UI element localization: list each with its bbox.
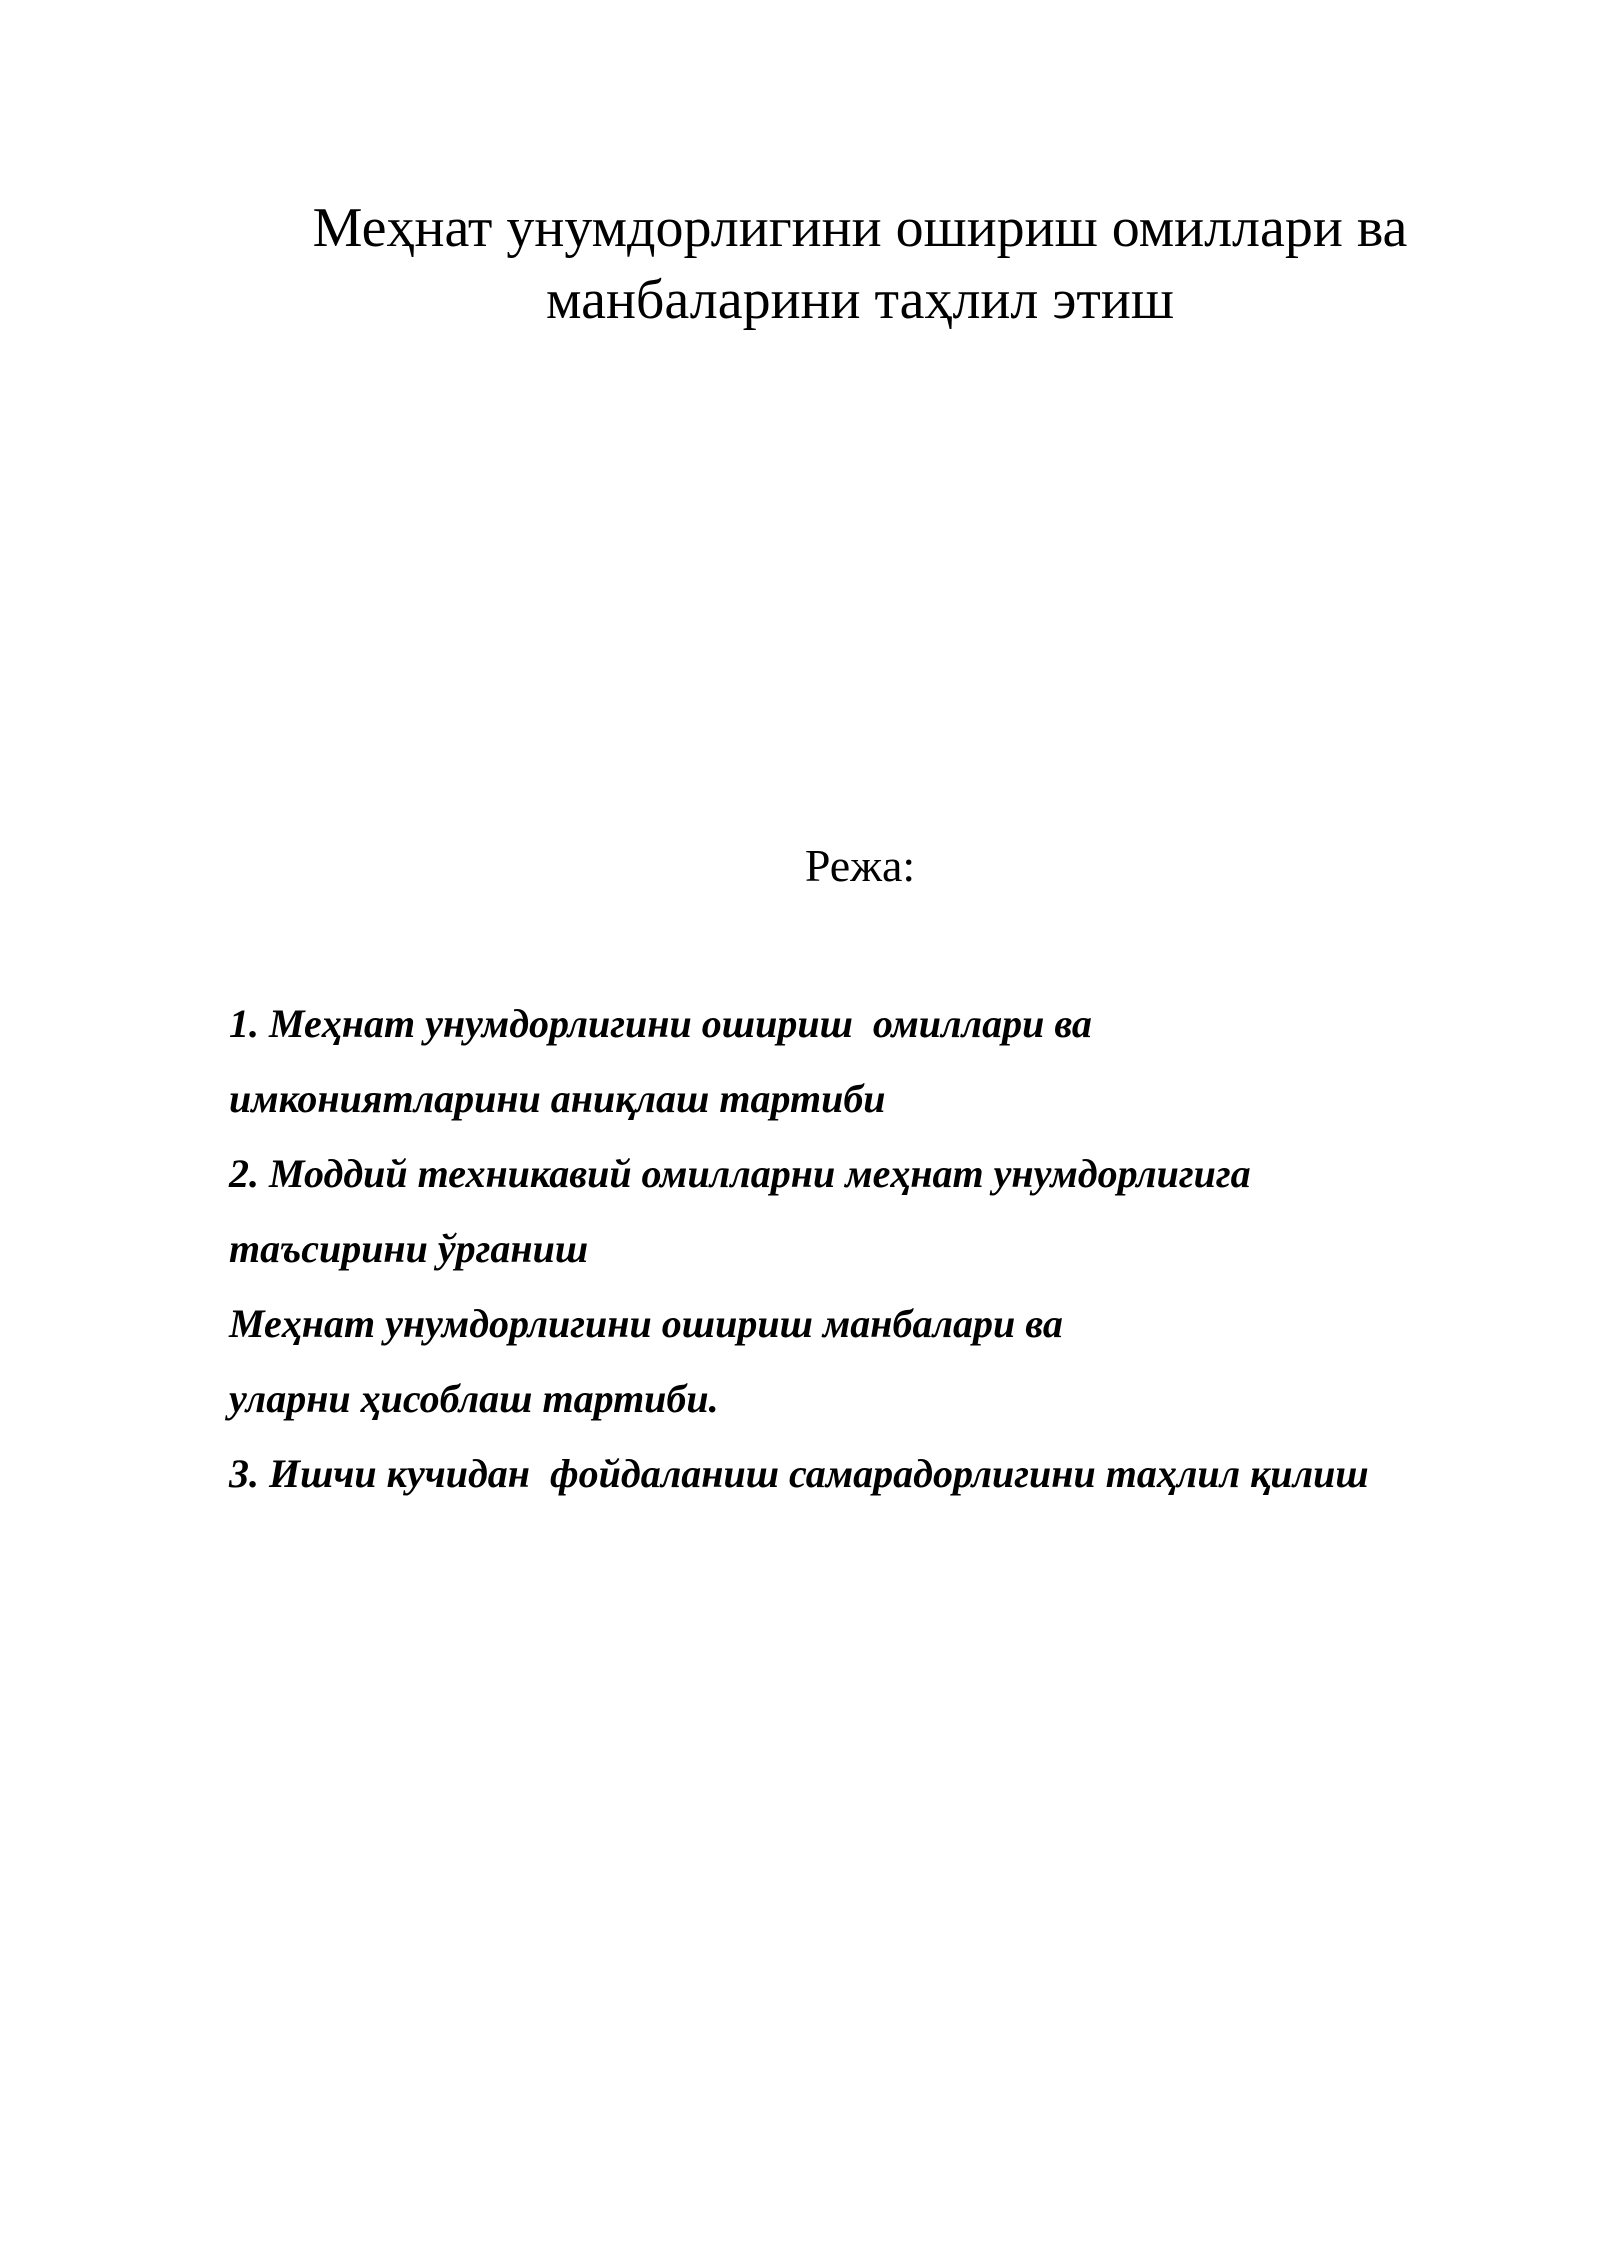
plan-line: 1. Меҳнат унумдорлигини ошириш омиллари ва xyxy=(229,1001,1092,1046)
plan-heading: Режа: xyxy=(804,840,916,891)
title-line-2: манбаларини таҳлил этиш xyxy=(546,269,1174,331)
plan-line: уларни ҳисоблаш тартиби. xyxy=(229,1376,719,1421)
title-line-1: Меҳнат унумдорлигини ошириш омиллари ва xyxy=(312,197,1408,259)
plan-list xyxy=(229,986,1569,1511)
plan-line: Меҳнат унумдорлигини ошириш манбалари ва xyxy=(229,1301,1063,1346)
plan-line: таъсирини ўрганиш xyxy=(229,1226,589,1271)
plan-line: 2. Моддий техникавий омилларни меҳнат унумдорлигига xyxy=(229,1151,1251,1196)
document-title xyxy=(200,192,1520,336)
plan-line: имкониятларини аниқлаш тартиби xyxy=(229,1076,886,1121)
plan-line: 3. Ишчи кучидан фойдаланиш самарадорлигини таҳлил қилиш xyxy=(229,1451,1369,1496)
